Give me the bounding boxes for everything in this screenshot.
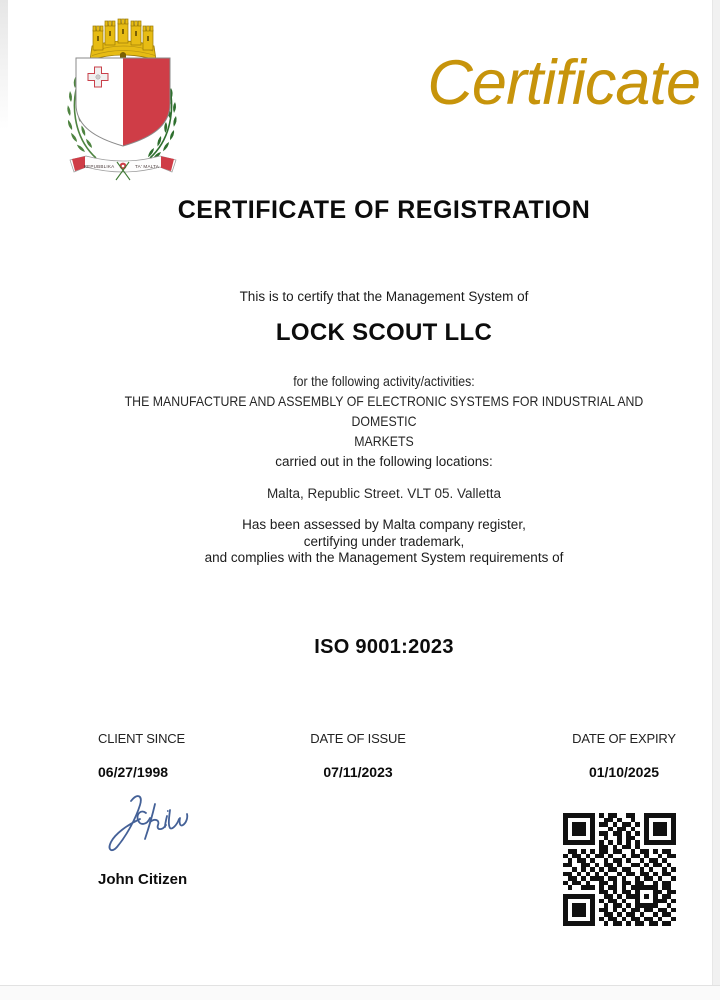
page-edge-bottom (0, 985, 720, 1000)
field-value: 06/27/1998 (98, 764, 169, 780)
assessment-block (48, 517, 720, 567)
iso-standard: ISO 9001:2023 (314, 636, 454, 658)
banner-text-right: TA' MALTA (134, 163, 160, 169)
activity-line: MARKETS (354, 433, 414, 449)
field-value: 01/10/2025 (588, 764, 660, 780)
activity-intro: for the following activity/activities: (293, 373, 475, 389)
company-name: LOCK SCOUT LLC (275, 319, 493, 346)
assessment-line: and complies with the Management System requirements of (204, 550, 564, 565)
activity-block (88, 371, 679, 451)
location-value: Malta, Republic Street. VLT 05. Valletta (266, 486, 502, 501)
banner-text-left: REPUBBLIKA (83, 163, 115, 169)
field-value: 07/11/2023 (323, 764, 393, 780)
field-label: DATE OF EXPIRY (572, 731, 676, 746)
field-label: DATE OF ISSUE (310, 731, 406, 746)
field-date-of-expiry (544, 731, 704, 780)
page-title: CERTIFICATE OF REGISTRATION (177, 196, 591, 224)
field-label: CLIENT SINCE (98, 731, 185, 746)
qr-code (563, 813, 676, 926)
page-edge-left (0, 0, 8, 130)
assessment-line: Has been assessed by Malta company register, (242, 517, 526, 532)
field-client-since (98, 731, 185, 780)
field-date-of-issue (278, 731, 438, 780)
page-edge-right (712, 0, 720, 1000)
signatory-name: John Citizen (98, 871, 188, 888)
locations-intro: carried out in the following locations: (275, 454, 493, 469)
signature (100, 792, 192, 856)
activity-line: DOMESTIC (351, 413, 417, 429)
assessment-line: certifying under trademark, (303, 533, 465, 549)
certificate-body (48, 0, 720, 1000)
activity-line: THE MANUFACTURE AND ASSEMBLY OF ELECTRONIC SYSTEMS FOR INDUSTRIAL AND (124, 393, 644, 409)
certificate-title: Certificate (427, 48, 700, 118)
certify-statement: This is to certify that the Management System of (239, 289, 529, 304)
